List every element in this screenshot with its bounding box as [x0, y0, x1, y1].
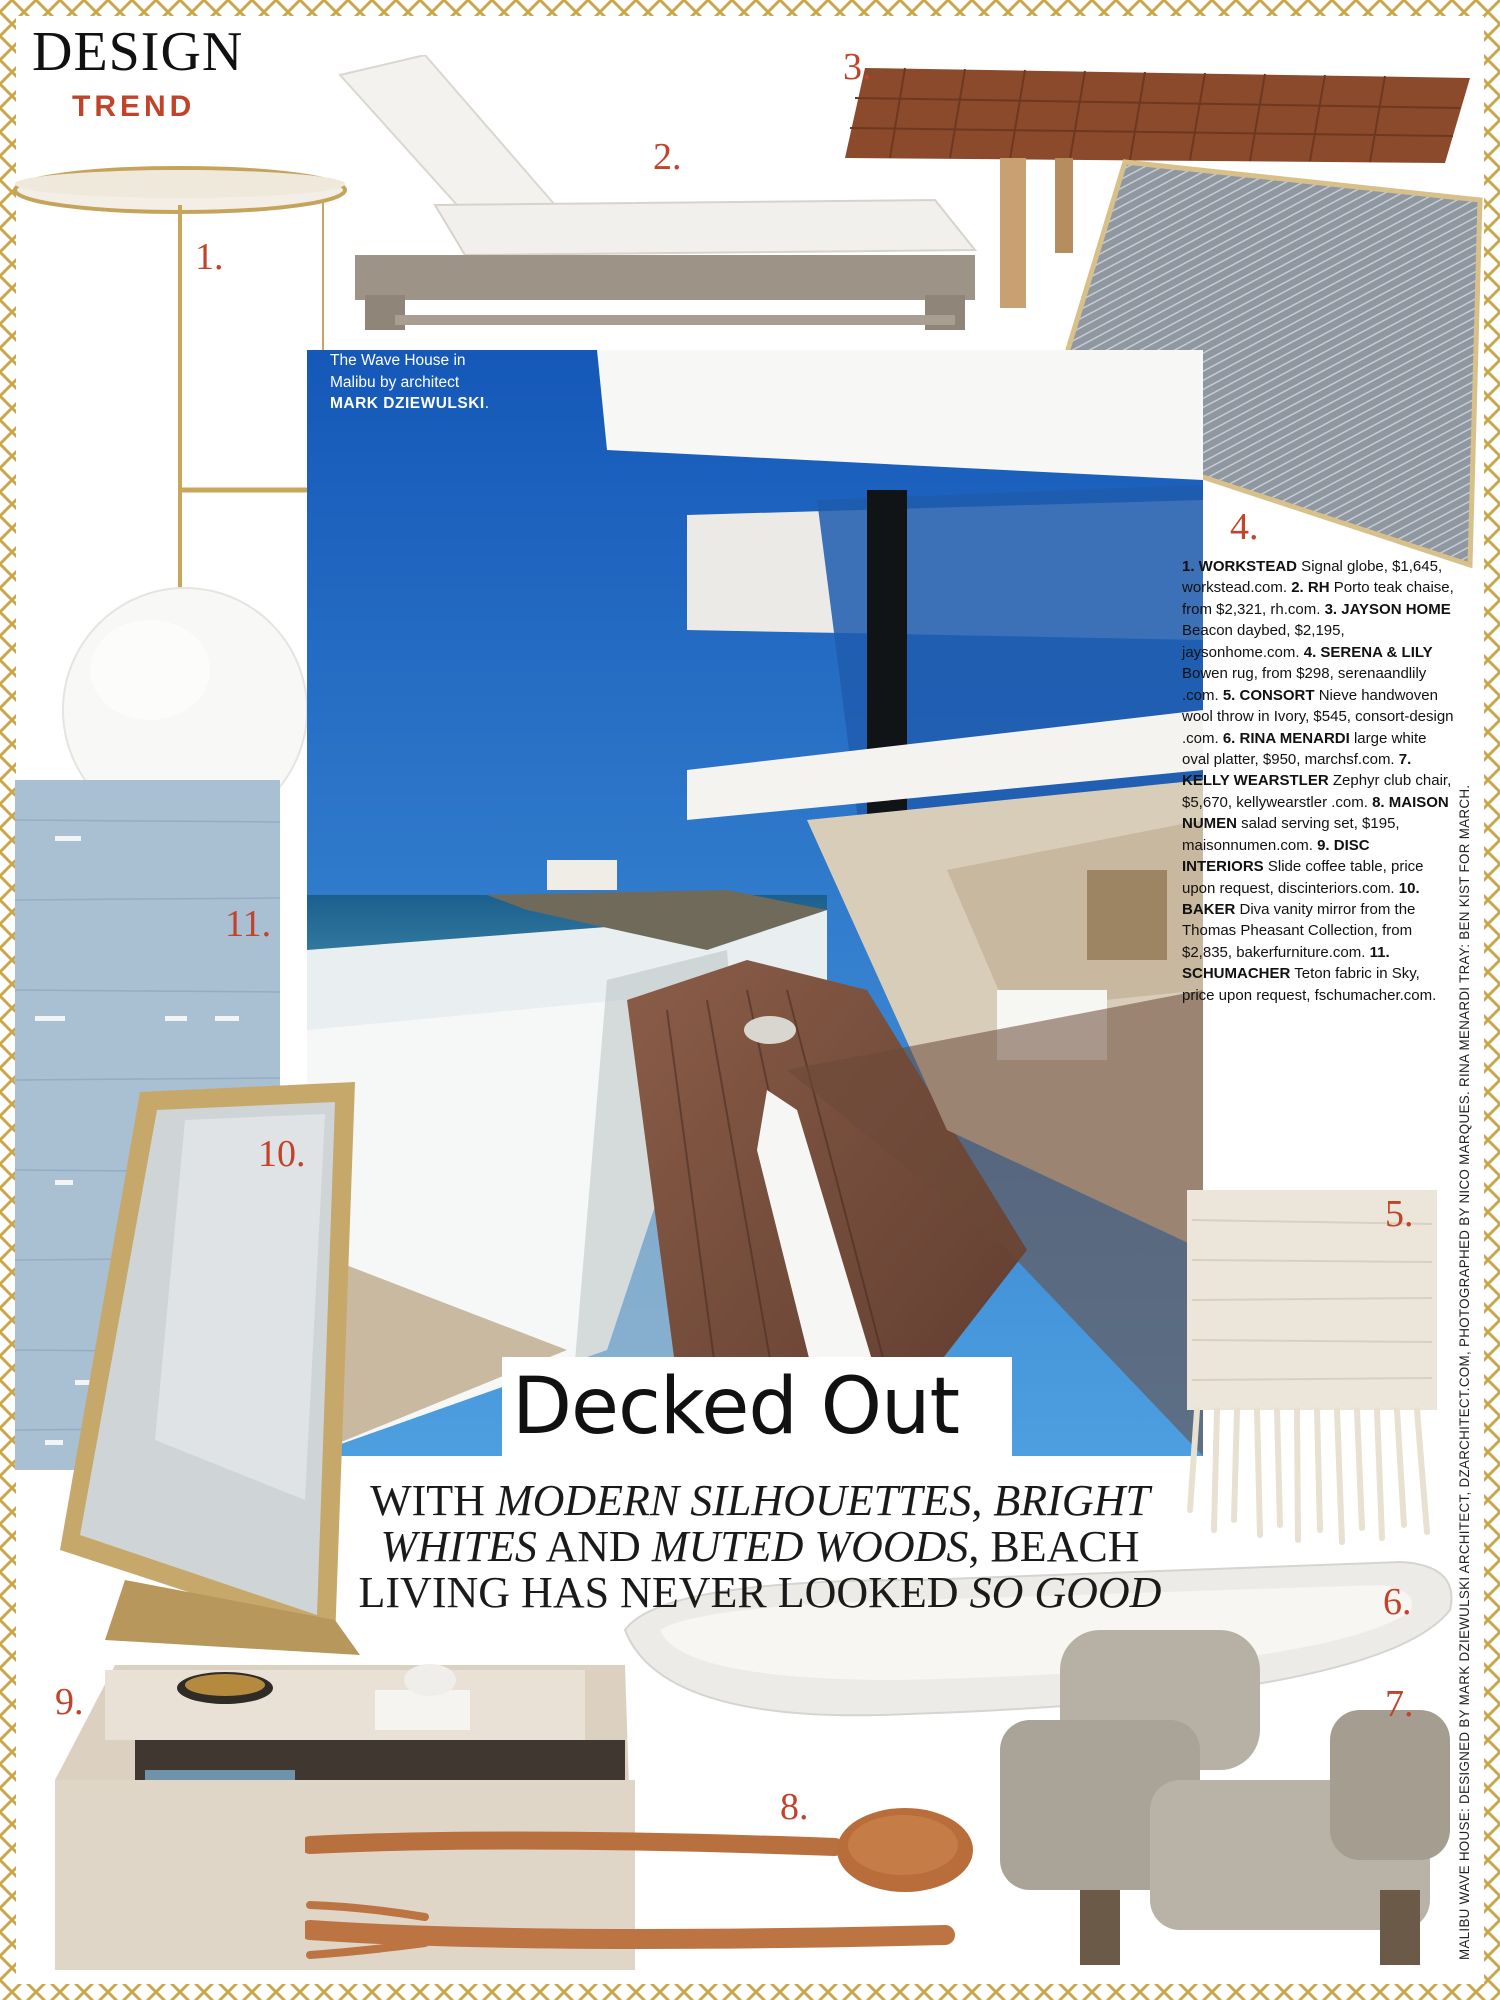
deck-italic: MUTED WOODS: [651, 1522, 969, 1572]
caption-end: .: [484, 395, 490, 413]
caption-architect: MARK DZIEWULSKI: [330, 395, 485, 413]
product-number-4: 4.: [1230, 506, 1259, 548]
product-number-11: 11.: [225, 903, 272, 945]
credit-text: Beacon daybed, $2,195, jaysonhome.com.: [1182, 622, 1345, 661]
product-number-7: 7.: [1385, 1683, 1414, 1725]
article-deck: [310, 1478, 1210, 1617]
caption-line-2: Malibu by architect: [330, 373, 460, 391]
section-subtitle-trend: TREND: [72, 90, 196, 123]
deck-text: ,: [971, 1476, 994, 1525]
credit-brand: 5. CONSORT: [1222, 686, 1315, 704]
credit-brand: 10. BAKER: [1182, 879, 1420, 918]
credit-brand: 9. DISC INTERIORS: [1182, 836, 1370, 876]
product-number-2: 2.: [653, 136, 682, 178]
deck-italic: MODERN SILHOUETTES: [495, 1476, 972, 1525]
credit-brand: 6. RINA MENARDI: [1222, 729, 1350, 747]
credit-brand: 2. RH: [1291, 579, 1330, 597]
photo-credit-vertical: MALIBU WAVE HOUSE: DESIGNED BY MARK DZIEWULSKI ARCHITECT, DZARCHITECT.COM, PHOTOGRAPHED BY NICO MARQUES. RINA MENARDI TRAY: BEN KIST FOR MARCH.: [1457, 784, 1472, 1960]
deck-text: , BEACH LIVING HAS NEVER LOOKED: [358, 1522, 1140, 1618]
credit-text: Porto teak chaise, from $2,321, rh.com.: [1182, 579, 1454, 618]
product-number-1: 1.: [195, 236, 224, 278]
product-number-5: 5.: [1385, 1193, 1414, 1235]
credit-brand: 1. WORKSTEAD: [1182, 558, 1298, 575]
salad-serving-set-image: [305, 1795, 975, 1970]
credit-text: Diva vanity mirror from the Thomas Pheasant Collection, from $2,835, bakerfurniture.com.: [1182, 901, 1416, 961]
credit-text: Slide coffee table, price upon request, discinteriors.com.: [1182, 858, 1424, 897]
deck-text: AND: [536, 1522, 652, 1572]
credit-brand: 8. MAISON NUMEN: [1182, 793, 1449, 833]
product-number-10: 10.: [258, 1133, 306, 1175]
credit-brand: 7. KELLY WEARSTLER: [1182, 750, 1412, 790]
photo-caption: [330, 350, 520, 415]
credit-text: Nieve handwoven wool throw in Ivory, $545, consort-design .com.: [1182, 686, 1454, 747]
product-number-3: 3.: [843, 46, 872, 88]
credit-brand: 4. SERENA & LILY: [1303, 643, 1433, 661]
product-number-6: 6.: [1383, 1581, 1412, 1623]
product-number-9: 9.: [55, 1681, 84, 1723]
credit-text: Bowen rug, from $298, serenaandlily .com.: [1182, 665, 1427, 704]
credit-brand: 3. JAYSON HOME: [1324, 600, 1451, 618]
club-chair-image: [1000, 1630, 1460, 1970]
product-number-8: 8.: [780, 1786, 809, 1828]
article-title: Decked Out: [512, 1362, 960, 1452]
deck-italic: SO GOOD: [969, 1568, 1162, 1618]
credit-text: salad serving set, $195, maisonnumen.com.: [1182, 815, 1400, 854]
credit-text: Signal globe, $1,645, workstead.com.: [1182, 558, 1443, 597]
credit-text: large white oval platter, $950, marchsf.com.: [1182, 729, 1427, 768]
deck-text: WITH: [370, 1476, 496, 1525]
caption-line-1: The Wave House in: [330, 352, 466, 369]
credit-brand: 11. SCHUMACHER: [1182, 943, 1390, 983]
product-credits: [1182, 556, 1454, 1006]
credit-text: Teton fabric in Sky, price upon request, fschumacher.com.: [1182, 965, 1437, 1004]
wave-house-photo: [307, 350, 1203, 1456]
deck-italic: BRIGHT WHITES: [380, 1476, 1150, 1572]
credit-text: Zephyr club chair, $5,670, kellywearstler .com.: [1182, 772, 1452, 811]
section-title-design: DESIGN: [32, 21, 244, 83]
